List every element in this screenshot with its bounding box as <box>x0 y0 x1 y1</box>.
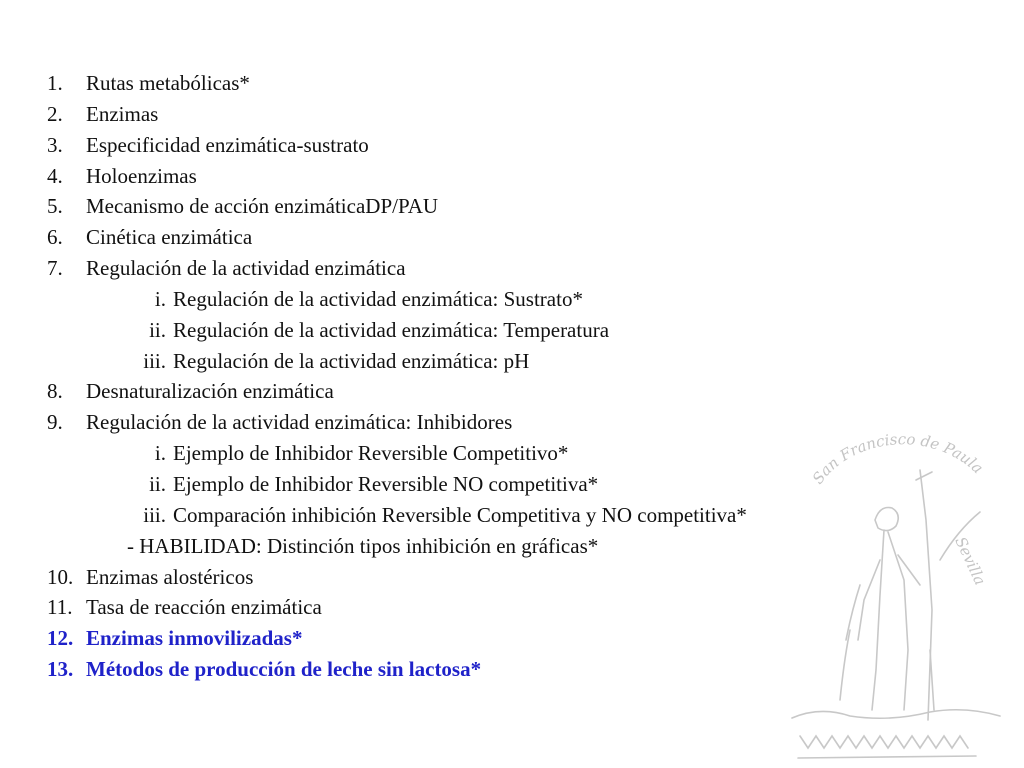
item-number: 13. <box>47 657 74 682</box>
item-text: Enzimas alostéricos <box>86 564 254 589</box>
item-text: Especificidad enzimática-sustrato <box>86 132 369 157</box>
item-text: Enzimas inmovilizadas* <box>86 626 303 651</box>
item-number: 4. <box>47 163 63 188</box>
list-item <box>47 222 947 253</box>
sub-list-item <box>47 346 947 377</box>
list-item <box>47 191 947 222</box>
item-number: iii. <box>143 348 166 373</box>
item-text: Enzimas <box>86 101 159 126</box>
item-text: Métodos de producción de leche sin lactosa* <box>86 657 482 682</box>
sub-list-item <box>47 315 947 346</box>
list-item <box>47 68 947 99</box>
item-number: 12. <box>47 626 74 651</box>
item-text: Regulación de la actividad enzimática <box>86 256 406 281</box>
list-item <box>47 253 947 284</box>
list-item <box>47 99 947 130</box>
topic-outline <box>47 68 947 685</box>
item-text: Ejemplo de Inhibidor Reversible NO competitiva* <box>173 471 599 496</box>
item-text: Comparación inhibición Reversible Competitiva y NO competitiva* <box>173 502 747 527</box>
highlighted-list-item <box>47 623 947 654</box>
seal-arc-text: San Francisco de Paula <box>808 430 987 488</box>
item-text: - HABILIDAD: Distinción tipos inhibición en gráficas* <box>127 533 599 558</box>
item-text: Tasa de reacción enzimática <box>86 595 322 620</box>
item-number: 8. <box>47 379 63 404</box>
item-number: i. <box>154 441 166 466</box>
item-text: Mecanismo de acción enzimáticaDP/PAU <box>86 194 439 219</box>
item-number: 2. <box>47 101 63 126</box>
item-number: 11. <box>47 595 73 620</box>
highlighted-list-item <box>47 654 947 685</box>
item-number: iii. <box>143 502 166 527</box>
item-number: 5. <box>47 194 63 219</box>
item-text: Cinética enzimática <box>86 225 253 250</box>
sub-list-item <box>47 284 947 315</box>
item-text: Desnaturalización enzimática <box>86 379 334 404</box>
list-item <box>47 562 947 593</box>
item-text: Regulación de la actividad enzimática: Sustrato* <box>173 286 583 311</box>
item-number: 10. <box>47 564 74 589</box>
item-number: 1. <box>47 71 63 95</box>
list-item <box>47 161 947 192</box>
list-item <box>47 592 947 623</box>
item-text: Regulación de la actividad enzimática: Temperatura <box>173 317 610 342</box>
seal-side-text: Sevilla <box>951 534 990 588</box>
item-number: i. <box>154 286 166 311</box>
item-number: ii. <box>149 471 166 496</box>
item-number: 9. <box>47 410 63 435</box>
item-number: 6. <box>47 225 63 250</box>
list-item <box>47 376 947 407</box>
item-text: Regulación de la actividad enzimática: Inhibidores <box>86 410 513 435</box>
sub-list-item <box>47 438 947 469</box>
item-number: 3. <box>47 132 63 157</box>
list-item <box>47 130 947 161</box>
item-number: ii. <box>149 317 166 342</box>
list-item <box>47 407 947 438</box>
skill-note <box>47 531 947 562</box>
item-text: Rutas metabólicas* <box>86 71 250 95</box>
item-number: 7. <box>47 256 63 281</box>
item-text: Ejemplo de Inhibidor Reversible Competitivo* <box>173 441 569 466</box>
sub-list-item <box>47 500 947 531</box>
item-text: Regulación de la actividad enzimática: pH <box>173 348 530 373</box>
item-text: Holoenzimas <box>86 163 197 188</box>
sub-list-item <box>47 469 947 500</box>
